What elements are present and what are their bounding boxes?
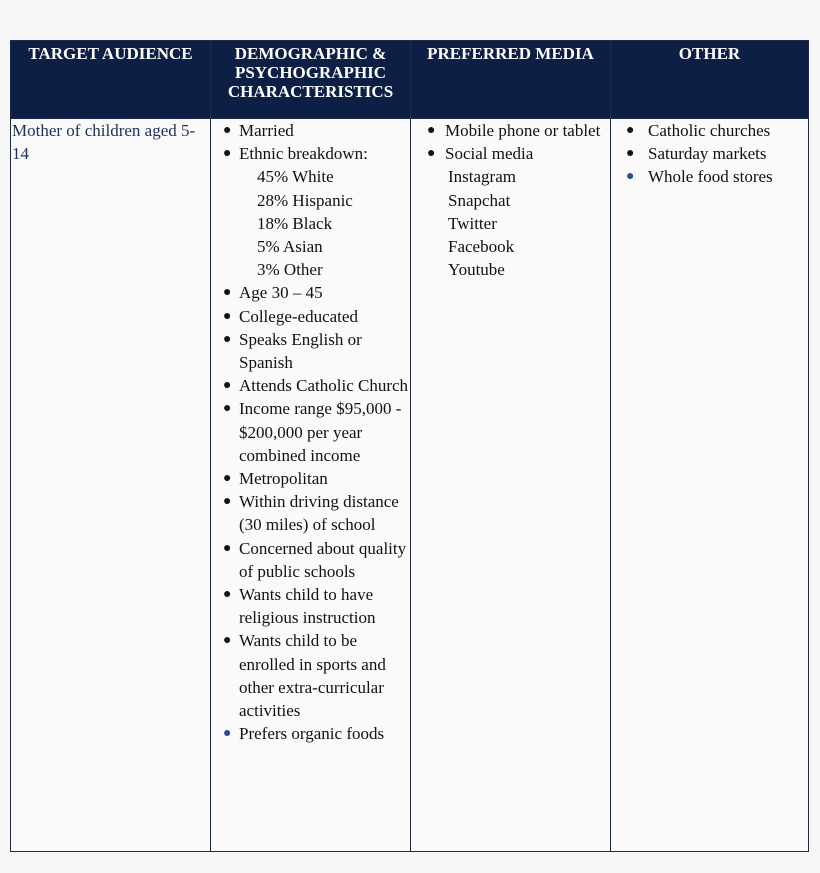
bullet-icon: ● xyxy=(223,494,232,510)
demo-item: Speaks English or Spanish xyxy=(239,329,362,373)
list-item xyxy=(221,583,417,629)
sub-item: Instagram xyxy=(448,167,516,187)
sub-item: Twitter xyxy=(448,213,497,233)
list-item xyxy=(425,142,611,281)
demo-ethnic-label: Ethnic breakdown: xyxy=(239,144,368,164)
sub-item: 5% Asian xyxy=(257,237,323,257)
bullet-icon: ● xyxy=(626,123,635,138)
list-item xyxy=(221,467,417,490)
list-item xyxy=(221,490,417,536)
sub-item: 45% White xyxy=(257,167,334,187)
bullet-icon: ● xyxy=(223,633,232,649)
list-item xyxy=(221,281,417,304)
bullet-icon: ● xyxy=(223,378,232,394)
bullet-icon: ● xyxy=(223,587,232,603)
bullet-icon: ● xyxy=(223,123,232,138)
demo-item: Within driving distance (30 miles) of school xyxy=(239,492,399,535)
bullet-icon: ● xyxy=(223,540,232,556)
header-demo-line3: CHARACTERISTICS xyxy=(227,82,394,101)
bullet-icon: ● xyxy=(427,146,436,162)
list-item xyxy=(221,722,417,745)
list-item xyxy=(221,119,417,142)
header-other-label: OTHER xyxy=(678,44,741,63)
list-item xyxy=(624,119,804,142)
bullet-icon: ● xyxy=(626,146,635,162)
list-item xyxy=(221,328,417,374)
sub-item: Facebook xyxy=(448,237,515,257)
list-item xyxy=(221,397,417,467)
list-item xyxy=(221,537,417,583)
sub-item: Snapchat xyxy=(448,190,511,210)
demo-item: Prefers organic foods xyxy=(239,724,385,744)
sub-item: 18% Black xyxy=(257,213,333,233)
header-target-audience xyxy=(11,41,210,118)
media-mobile: Mobile phone or tablet xyxy=(445,121,601,140)
demo-item: Metropolitan xyxy=(239,469,328,489)
bullet-icon: ● xyxy=(223,401,232,417)
social-sublist xyxy=(445,165,611,281)
other-item: Saturday markets xyxy=(648,144,767,164)
other-item: Whole food stores xyxy=(648,167,773,187)
header-demo-line1: DEMOGRAPHIC & xyxy=(234,44,387,63)
other-cell xyxy=(624,119,804,189)
demo-item: College-educated xyxy=(239,306,358,326)
media-list xyxy=(425,119,611,281)
sub-item: Youtube xyxy=(448,260,505,280)
header-demo-line2: PSYCHOGRAPHIC xyxy=(234,63,387,82)
demo-married: Married xyxy=(239,121,294,140)
audience-table xyxy=(10,40,809,852)
preferred-media-cell xyxy=(425,119,611,281)
list-item xyxy=(624,165,804,188)
bullet-icon: ● xyxy=(223,308,232,324)
demographic-list xyxy=(221,119,417,745)
list-item xyxy=(425,119,611,142)
demo-item: Concerned about quality of public schools xyxy=(239,538,407,581)
bullet-icon: ● xyxy=(427,123,436,138)
demo-item: Age 30 – 45 xyxy=(239,283,323,303)
sub-item: 28% Hispanic xyxy=(257,190,353,210)
bullet-icon: ● xyxy=(223,285,232,301)
other-item: Catholic churches xyxy=(648,121,771,140)
demo-item: Income range $95,000 - $200,000 per year combined income xyxy=(239,399,402,465)
bullet-icon: ● xyxy=(223,726,232,742)
demo-item: Attends Catholic Church xyxy=(239,376,409,396)
header-media-label: PREFERRED MEDIA xyxy=(427,44,594,63)
header-other xyxy=(611,41,808,118)
header-preferred-media xyxy=(411,41,610,118)
target-audience-text: Mother of children aged 5-14 xyxy=(12,121,196,164)
list-item xyxy=(221,142,417,281)
other-list xyxy=(624,119,804,189)
column-divider xyxy=(210,41,211,851)
bullet-icon: ● xyxy=(223,471,232,487)
header-demographic xyxy=(211,41,410,118)
list-item xyxy=(221,629,417,722)
list-item xyxy=(221,305,417,328)
demo-item: Wants child to be enrolled in sports and other extra-curricular activities xyxy=(239,631,386,721)
header-target-label: TARGET AUDIENCE xyxy=(28,44,193,63)
ethnic-sublist xyxy=(239,165,417,281)
bullet-icon: ● xyxy=(626,169,635,185)
demo-item: Wants child to have religious instruction xyxy=(239,585,376,628)
bullet-icon: ● xyxy=(223,146,232,162)
list-item xyxy=(221,374,417,397)
target-audience-cell xyxy=(12,119,202,165)
media-social-label: Social media xyxy=(445,144,534,164)
sub-item: 3% Other xyxy=(257,260,323,280)
bullet-icon: ● xyxy=(223,331,232,347)
list-item xyxy=(624,142,804,165)
demographic-cell xyxy=(221,119,417,745)
